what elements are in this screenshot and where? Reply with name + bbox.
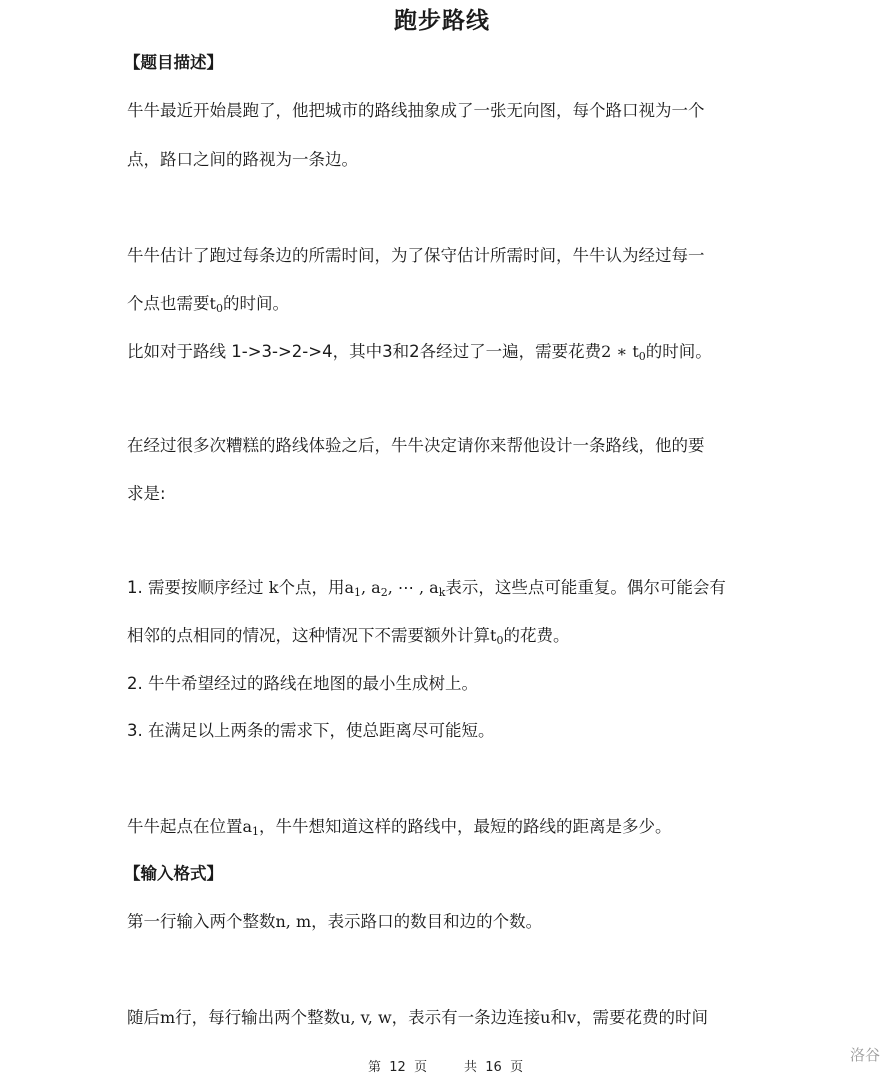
text-span: ，需要花费的时间	[576, 1008, 709, 1027]
paragraph-line	[127, 292, 289, 316]
text-span: 和	[550, 1008, 567, 1027]
text-span: 个点也需要	[127, 294, 210, 313]
math-t0: $t_0$	[490, 626, 504, 647]
math-a1: $a_1$	[242, 817, 260, 838]
paragraph-line	[127, 340, 712, 364]
text-span: 牛牛起点在位置	[127, 817, 243, 836]
text-span: 表示，这些点可能重复。偶尔可能会有	[445, 578, 726, 597]
list-item: 2. 牛牛希望经过的路线在地图的最小生成树上。	[127, 674, 478, 693]
text-span: 随后	[127, 1008, 160, 1027]
text-span: ，牛牛想知道这样的路线中，最短的路线的距离是多少。	[259, 817, 672, 836]
text-span: 个点，用	[278, 578, 345, 597]
math-t0: $t_0$	[209, 294, 223, 315]
list-item	[127, 576, 726, 600]
math-v: v	[566, 1008, 577, 1027]
text-span: 的时间。	[222, 294, 289, 313]
text-span: 的时间。	[645, 342, 712, 361]
page-number: 第 12 页	[368, 1060, 428, 1075]
document-title: 跑步路线	[394, 8, 490, 34]
page-total: 共 16 页	[464, 1060, 524, 1075]
text-span: ，表示有一条边连接	[391, 1008, 541, 1027]
watermark: 洛谷	[849, 1046, 880, 1064]
text-span: 第一行输入两个整数	[127, 912, 276, 931]
list-item: 3. 在满足以上两条的需求下，使总距离尽可能短。	[127, 721, 495, 740]
text-span: 行，每行输出两个整数	[175, 1008, 341, 1027]
paragraph-line	[127, 1006, 708, 1030]
math-u: u	[540, 1008, 551, 1027]
paragraph-line: 求是:	[127, 484, 166, 503]
input-heading: 【输入格式】	[124, 864, 223, 883]
text-span: 相邻的点相同的情况，这种情况下不需要额外计算	[127, 626, 490, 645]
math-uvw: u, v, w	[340, 1008, 392, 1027]
paragraph-line: 在经过很多次糟糕的路线体验之后，牛牛决定请你来帮他设计一条路线，他的要	[127, 436, 705, 455]
text-span: 比如对于路线 1->3->2->4，其中3和2各经过了一遍，需要花费	[127, 342, 602, 361]
paragraph-line	[127, 910, 542, 934]
math-m: m	[160, 1008, 176, 1027]
paragraph-line	[127, 815, 672, 839]
paragraph-line: 点，路口之间的路视为一条边。	[127, 150, 358, 169]
text-span: ，表示路口的数目和边的个数。	[311, 912, 543, 931]
paragraph-line: 牛牛最近开始晨跑了，他把城市的路线抽象成了一张无向图，每个路口视为一个	[127, 101, 705, 120]
text-span: 的花费。	[503, 626, 570, 645]
math-nm: n, m	[275, 912, 312, 931]
paragraph-line: 牛牛估计了跑过每条边的所需时间，为了保守估计所需时间，牛牛认为经过每一	[127, 246, 705, 265]
math-k: k	[268, 578, 279, 597]
text-span: 1. 需要按顺序经过	[127, 578, 269, 597]
list-item-continued	[127, 624, 569, 648]
math-2-t0: 2 ∗ $t_0$	[601, 342, 646, 363]
description-heading: 【题目描述】	[124, 53, 223, 72]
math-a-sequence: $a_1$, $a_2$, ⋯ , $a_k$	[344, 578, 446, 599]
